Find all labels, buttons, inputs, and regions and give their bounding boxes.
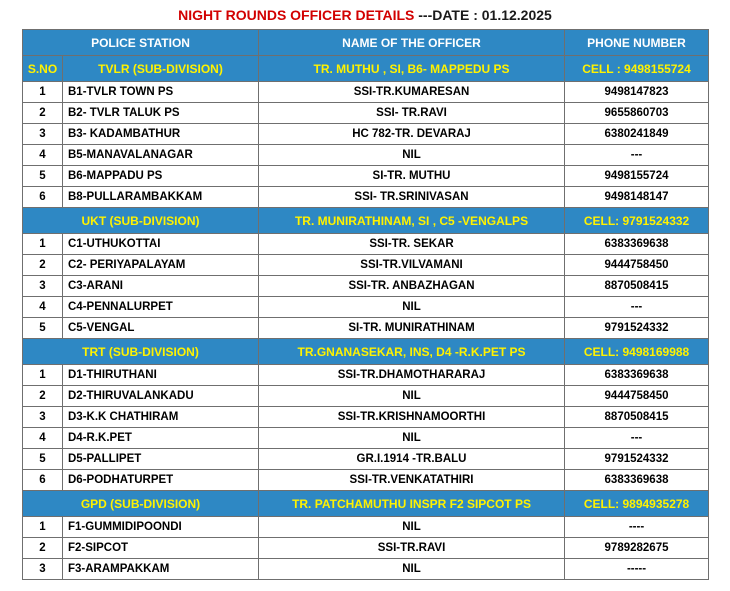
phone-number: --- <box>565 297 709 318</box>
table-row <box>23 386 709 407</box>
table-row <box>23 470 709 491</box>
phone-number: ---- <box>565 517 709 538</box>
serial-number: 1 <box>23 517 63 538</box>
phone-number: 6383369638 <box>565 234 709 255</box>
header-officer-name: NAME OF THE OFFICER <box>259 30 565 56</box>
police-station-name: B1-TVLR TOWN PS <box>63 82 259 103</box>
officer-name: SI-TR. MUNIRATHINAM <box>259 318 565 339</box>
title-text: NIGHT ROUNDS OFFICER DETAILS <box>178 7 415 23</box>
officer-name: GR.I.1914 -TR.BALU <box>259 449 565 470</box>
table-row <box>23 187 709 208</box>
subdivision-officer: TR. MUTHU , SI, B6- MAPPEDU PS <box>259 56 565 82</box>
police-station-name: F2-SIPCOT <box>63 538 259 559</box>
police-station-name: D2-THIRUVALANKADU <box>63 386 259 407</box>
police-station-name: B3- KADAMBATHUR <box>63 124 259 145</box>
subdivision-name: TRT (SUB-DIVISION) <box>23 339 259 365</box>
police-station-name: D1-THIRUTHANI <box>63 365 259 386</box>
table-row <box>23 145 709 166</box>
table-row <box>23 103 709 124</box>
police-station-name: B2- TVLR TALUK PS <box>63 103 259 124</box>
phone-number: 6383369638 <box>565 365 709 386</box>
serial-number: 6 <box>23 187 63 208</box>
phone-number: ----- <box>565 559 709 580</box>
title-date: ---DATE : 01.12.2025 <box>414 7 552 23</box>
phone-number: 9444758450 <box>565 255 709 276</box>
table-row <box>23 124 709 145</box>
phone-number: --- <box>565 428 709 449</box>
officer-name: SSI-TR. SEKAR <box>259 234 565 255</box>
phone-number: 9655860703 <box>565 103 709 124</box>
serial-number: 2 <box>23 103 63 124</box>
police-station-name: C2- PERIYAPALAYAM <box>63 255 259 276</box>
phone-number: 9791524332 <box>565 449 709 470</box>
table-row <box>23 517 709 538</box>
table-row <box>23 255 709 276</box>
serial-number: 2 <box>23 386 63 407</box>
officer-name: SSI- TR.RAVI <box>259 103 565 124</box>
serial-number: 4 <box>23 428 63 449</box>
police-station-name: D5-PALLIPET <box>63 449 259 470</box>
officer-name: SSI-TR.RAVI <box>259 538 565 559</box>
phone-number: 9498155724 <box>565 166 709 187</box>
officer-name: NIL <box>259 428 565 449</box>
phone-number: 6380241849 <box>565 124 709 145</box>
serial-number: 3 <box>23 559 63 580</box>
subdivision-officer: TR. MUNIRATHINAM, SI , C5 -VENGALPS <box>259 208 565 234</box>
police-station-name: D6-PODHATURPET <box>63 470 259 491</box>
phone-number: 9444758450 <box>565 386 709 407</box>
page-title <box>0 5 730 25</box>
subdivision-name: TVLR (SUB-DIVISION) <box>63 56 259 82</box>
table-row <box>23 428 709 449</box>
serial-number: 1 <box>23 234 63 255</box>
subdivision-header-row <box>23 208 709 234</box>
serial-number: 1 <box>23 82 63 103</box>
subdivision-officer: TR. PATCHAMUTHU INSPR F2 SIPCOT PS <box>259 491 565 517</box>
subdivision-header-row <box>23 56 709 82</box>
subdivision-phone: CELL: 9894935278 <box>565 491 709 517</box>
serial-number: 3 <box>23 124 63 145</box>
table-header-row <box>23 30 709 56</box>
officer-name: SSI-TR.VILVAMANI <box>259 255 565 276</box>
header-police-station: POLICE STATION <box>23 30 259 56</box>
phone-number: 8870508415 <box>565 407 709 428</box>
serial-number: 3 <box>23 276 63 297</box>
phone-number: --- <box>565 145 709 166</box>
officer-name: SSI-TR.KUMARESAN <box>259 82 565 103</box>
table-row <box>23 234 709 255</box>
officer-name: SSI-TR.DHAMOTHARARAJ <box>259 365 565 386</box>
subdivision-header-row <box>23 339 709 365</box>
table-row <box>23 276 709 297</box>
header-phone-number: PHONE NUMBER <box>565 30 709 56</box>
police-station-name: C5-VENGAL <box>63 318 259 339</box>
police-station-name: C1-UTHUKOTTAI <box>63 234 259 255</box>
serial-number: 2 <box>23 538 63 559</box>
table-row <box>23 407 709 428</box>
serial-number: 4 <box>23 145 63 166</box>
serial-number: 2 <box>23 255 63 276</box>
officer-name: NIL <box>259 145 565 166</box>
subdivision-name: GPD (SUB-DIVISION) <box>23 491 259 517</box>
table-row <box>23 166 709 187</box>
police-station-name: D4-R.K.PET <box>63 428 259 449</box>
serial-number: 3 <box>23 407 63 428</box>
police-station-name: C4-PENNALURPET <box>63 297 259 318</box>
table-row <box>23 297 709 318</box>
phone-number: 9789282675 <box>565 538 709 559</box>
subdivision-phone: CELL : 9498155724 <box>565 56 709 82</box>
table-row <box>23 365 709 386</box>
police-station-name: B6-MAPPADU PS <box>63 166 259 187</box>
table-row <box>23 559 709 580</box>
table-row <box>23 538 709 559</box>
phone-number: 9498147823 <box>565 82 709 103</box>
subdivision-phone: CELL: 9791524332 <box>565 208 709 234</box>
serial-number: 6 <box>23 470 63 491</box>
officer-name: SSI-TR.VENKATATHIRI <box>259 470 565 491</box>
phone-number: 6383369638 <box>565 470 709 491</box>
officer-name: HC 782-TR. DEVARAJ <box>259 124 565 145</box>
officer-roster-table <box>22 29 709 580</box>
officer-name: NIL <box>259 517 565 538</box>
subdivision-header-row <box>23 491 709 517</box>
officer-name: NIL <box>259 297 565 318</box>
table-row <box>23 449 709 470</box>
officer-name: SSI- TR.SRINIVASAN <box>259 187 565 208</box>
subdivision-officer: TR.GNANASEKAR, INS, D4 -R.K.PET PS <box>259 339 565 365</box>
police-station-name: F1-GUMMIDIPOONDI <box>63 517 259 538</box>
sno-column-label: S.NO <box>23 56 63 82</box>
serial-number: 5 <box>23 318 63 339</box>
phone-number: 8870508415 <box>565 276 709 297</box>
serial-number: 5 <box>23 166 63 187</box>
officer-name: SI-TR. MUTHU <box>259 166 565 187</box>
subdivision-name: UKT (SUB-DIVISION) <box>23 208 259 234</box>
police-station-name: B5-MANAVALANAGAR <box>63 145 259 166</box>
officer-name: NIL <box>259 386 565 407</box>
table-row <box>23 82 709 103</box>
serial-number: 4 <box>23 297 63 318</box>
officer-name: SSI-TR.KRISHNAMOORTHI <box>259 407 565 428</box>
police-station-name: C3-ARANI <box>63 276 259 297</box>
phone-number: 9791524332 <box>565 318 709 339</box>
table-row <box>23 318 709 339</box>
police-station-name: B8-PULLARAMBAKKAM <box>63 187 259 208</box>
officer-name: SSI-TR. ANBAZHAGAN <box>259 276 565 297</box>
serial-number: 5 <box>23 449 63 470</box>
police-station-name: F3-ARAMPAKKAM <box>63 559 259 580</box>
officer-name: NIL <box>259 559 565 580</box>
subdivision-phone: CELL: 9498169988 <box>565 339 709 365</box>
police-station-name: D3-K.K CHATHIRAM <box>63 407 259 428</box>
serial-number: 1 <box>23 365 63 386</box>
phone-number: 9498148147 <box>565 187 709 208</box>
